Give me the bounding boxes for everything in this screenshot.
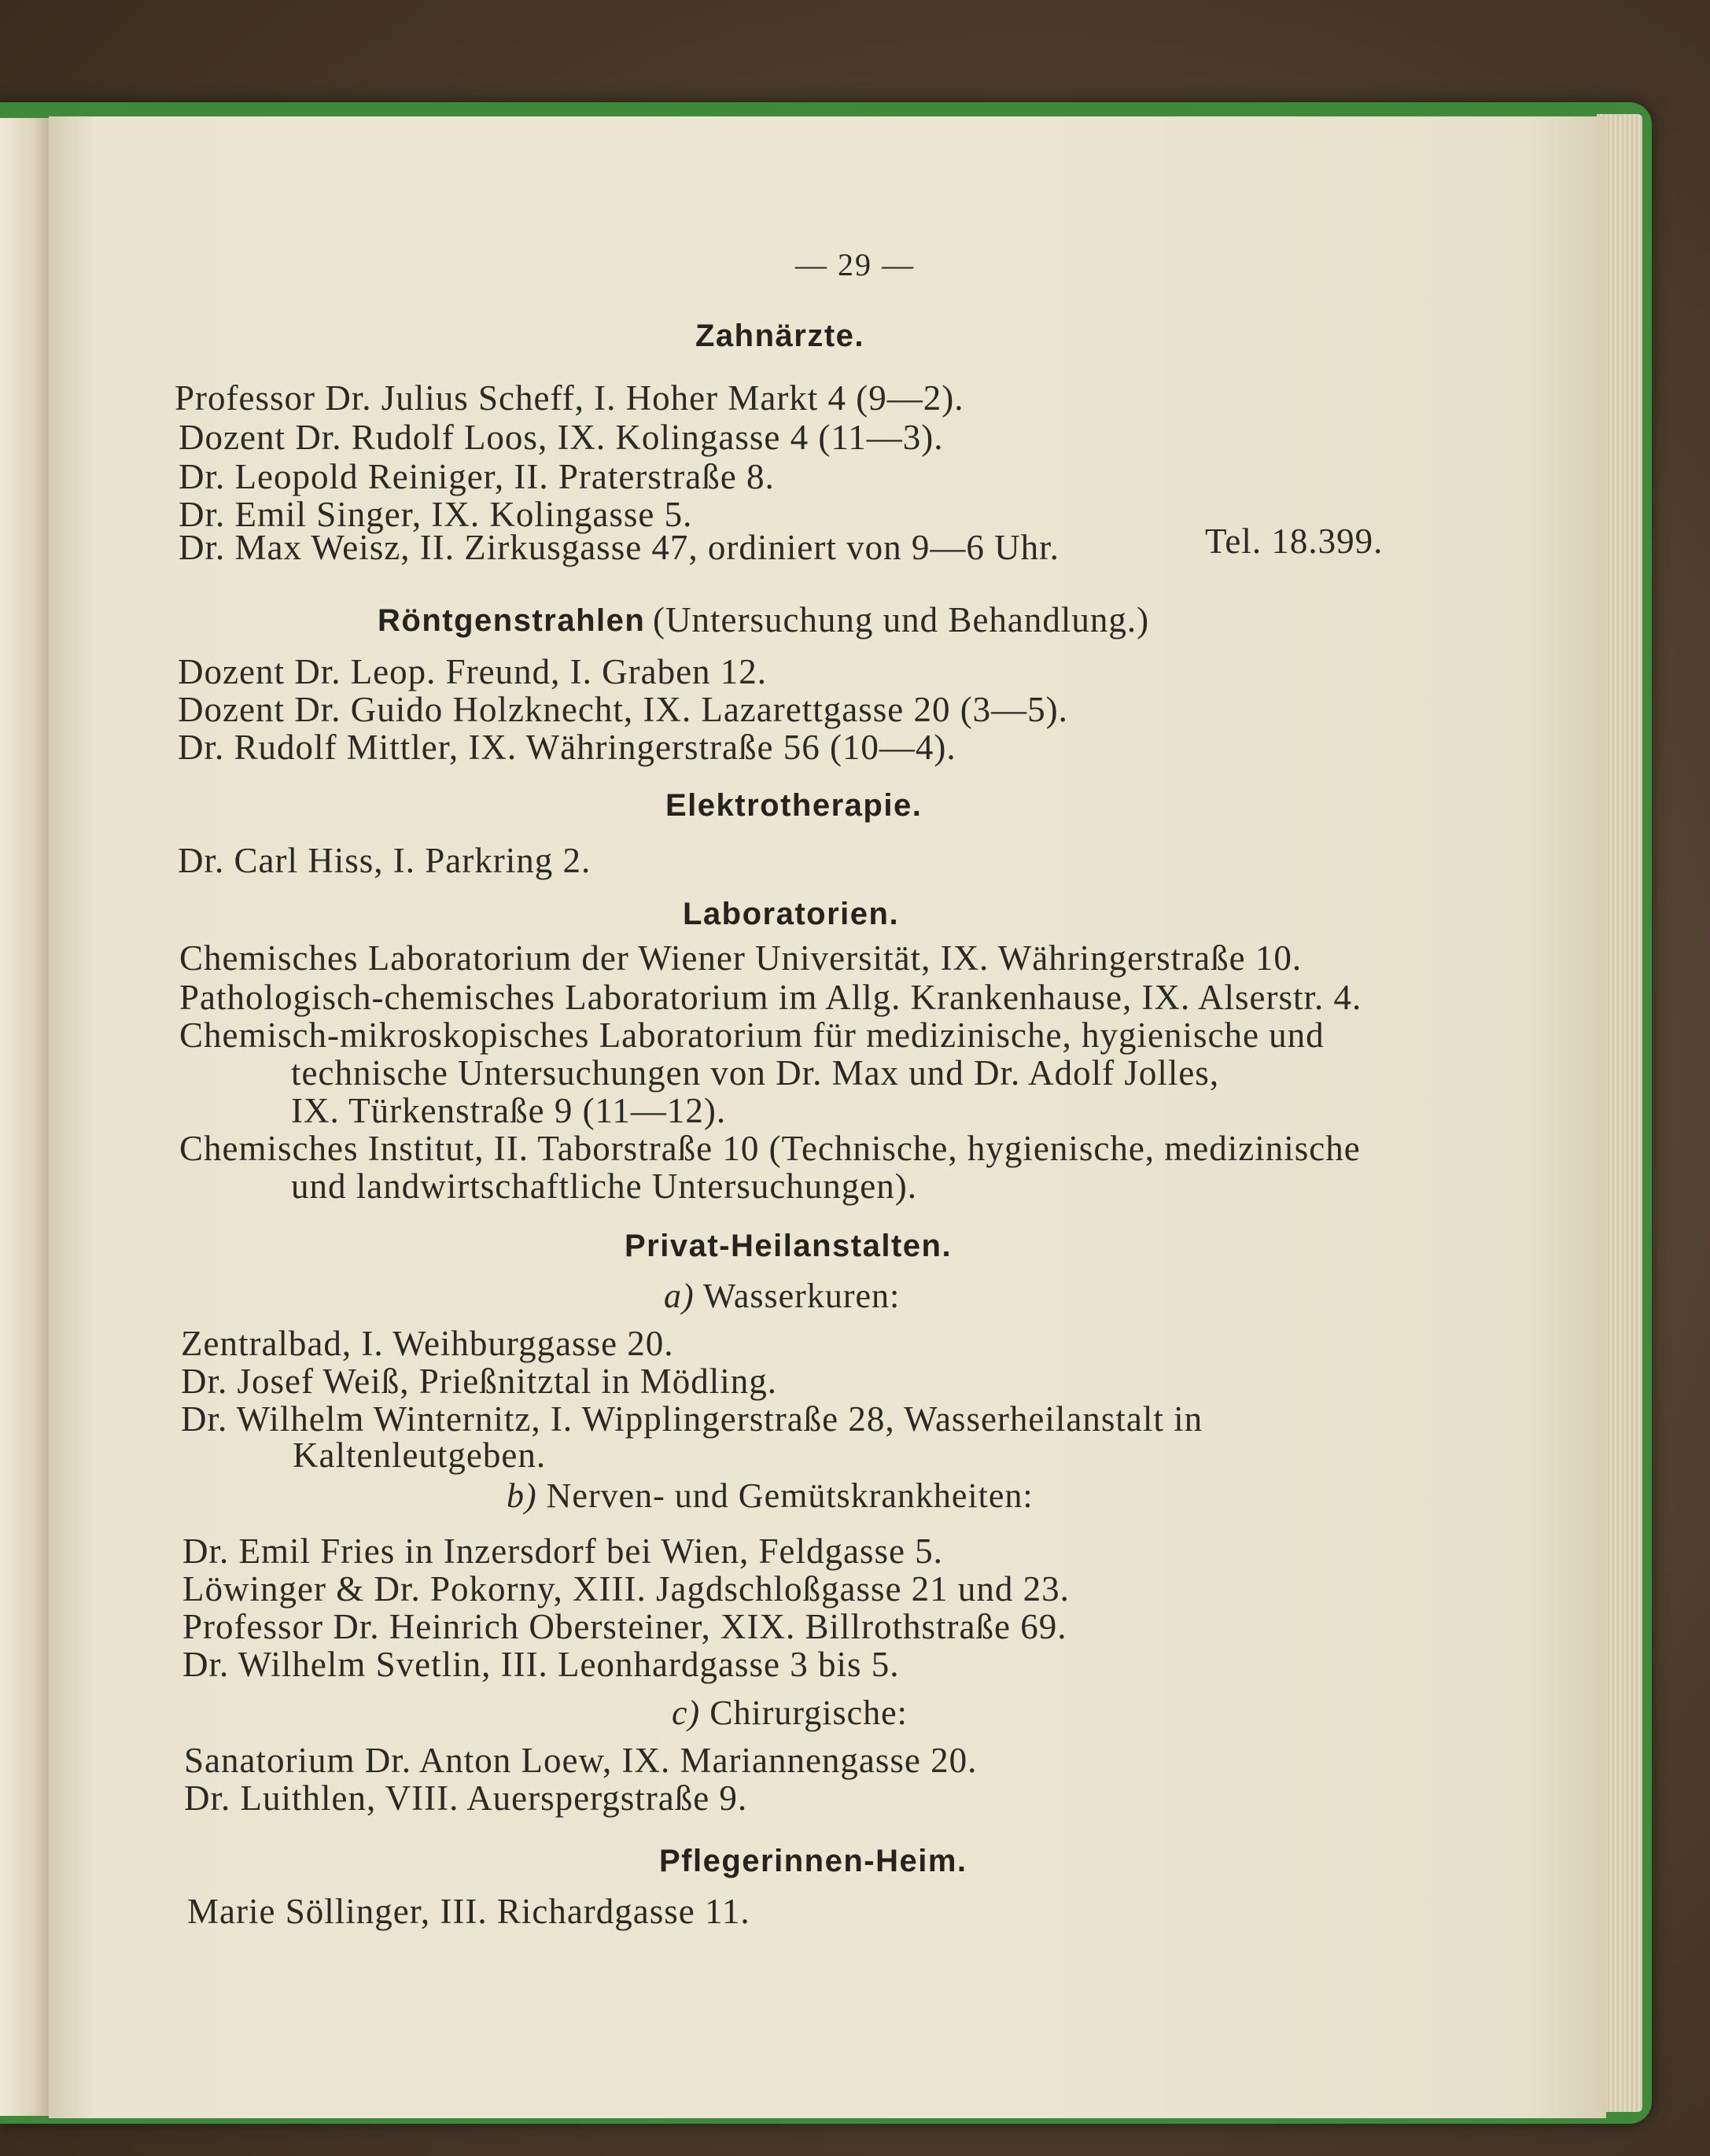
entry-line: Professor Dr. Julius Scheff, I. Hoher Markt 4 (9—2). (175, 378, 964, 418)
entry-line: Dr. Wilhelm Svetlin, III. Leonhardgasse 3 bis 5. (182, 1645, 900, 1684)
telephone-number: Tel. 18.399. (1205, 521, 1384, 561)
heading-laboratorien: Laboratorien. (683, 897, 900, 931)
heading-elektrotherapie: Elektrotherapie. (665, 788, 923, 823)
entry-line: Dr. Rudolf Mittler, IX. Währingerstraße 56 (10—4). (178, 728, 956, 767)
entry-line: Dozent Dr. Guido Holzknecht, IX. Lazarettgasse 20 (3—5). (178, 690, 1068, 729)
entry-line: Dr. Josef Weiß, Prießnitztal in Mödling. (181, 1362, 777, 1401)
entry-line: Pathologisch-chemisches Laboratorium im Allg. Krankenhause, IX. Alserstr. 4. (179, 978, 1362, 1017)
heading-privat-heilanstalten: Privat-Heilanstalten. (625, 1229, 953, 1263)
entry-line-continued: IX. Türkenstraße 9 (11—12). (291, 1091, 727, 1130)
facing-page-edge (0, 118, 55, 2116)
entry-line: Dr. Carl Hiss, I. Parkring 2. (178, 841, 591, 880)
entry-line-continued: und landwirtschaftliche Untersuchungen). (291, 1166, 918, 1206)
entry-line: Dr. Luithlen, VIII. Auerspergstraße 9. (184, 1778, 748, 1818)
subheading-c: c) Chirurgische: (672, 1693, 908, 1732)
entry-line: Dozent Dr. Rudolf Loos, IX. Kolingasse 4 (11—3). (179, 418, 944, 457)
page-number: — 29 — (795, 247, 915, 282)
entry-line: Chemisches Laboratorium der Wiener Universität, IX. Währingerstraße 10. (179, 938, 1303, 978)
entry-line: Professor Dr. Heinrich Obersteiner, XIX. Billrothstraße 69. (182, 1607, 1067, 1646)
entry-line: Chemisches Institut, II. Taborstraße 10 (Technische, hygienische, medizinische (179, 1129, 1361, 1168)
entry-line: Dozent Dr. Leop. Freund, I. Graben 12. (178, 652, 768, 691)
entry-line: Chemisch-mikroskopisches Laboratorium für medizinische, hygienische und (179, 1015, 1325, 1055)
entry-line: Löwinger & Dr. Pokorny, XIII. Jagdschloßgasse 21 und 23. (182, 1569, 1070, 1609)
entry-line: Dr. Leopold Reiniger, II. Praterstraße 8. (179, 457, 775, 496)
entry-line-continued: Kaltenleutgeben. (293, 1435, 547, 1475)
entry-line: Zentralbad, I. Weihburggasse 20. (181, 1324, 674, 1363)
subheading-b: b) Nerven- und Gemütskrankheiten: (507, 1476, 1034, 1515)
entry-line: Dr. Emil Fries in Inzersdorf bei Wien, Feldgasse 5. (182, 1531, 943, 1571)
subheading-a: a) Wasserkuren: (664, 1277, 901, 1315)
entry-line: Dr. Max Weisz, II. Zirkusgasse 47, ordiniert von 9—6 Uhr. (179, 528, 1060, 567)
entry-line: Sanatorium Dr. Anton Loew, IX. Mariannengasse 20. (184, 1741, 978, 1780)
entry-line: Dr. Emil Singer, IX. Kolingasse 5. (179, 495, 693, 534)
entry-line: Dr. Wilhelm Winternitz, I. Wipplingerstraße 28, Wasserheilanstalt in (181, 1399, 1203, 1439)
heading-pflegerinnen-heim: Pflegerinnen-Heim. (659, 1844, 967, 1878)
heading-roentgen-suffix: (Untersuchung und Behandlung.) (653, 600, 1150, 639)
entry-line-continued: technische Untersuchungen von Dr. Max und Dr. Adolf Jolles, (291, 1053, 1220, 1093)
heading-roentgen: Röntgenstrahlen (378, 603, 646, 638)
entry-line: Marie Söllinger, III. Richardgasse 11. (187, 1892, 750, 1931)
heading-zahnaerzte: Zahnärzte. (695, 319, 865, 353)
